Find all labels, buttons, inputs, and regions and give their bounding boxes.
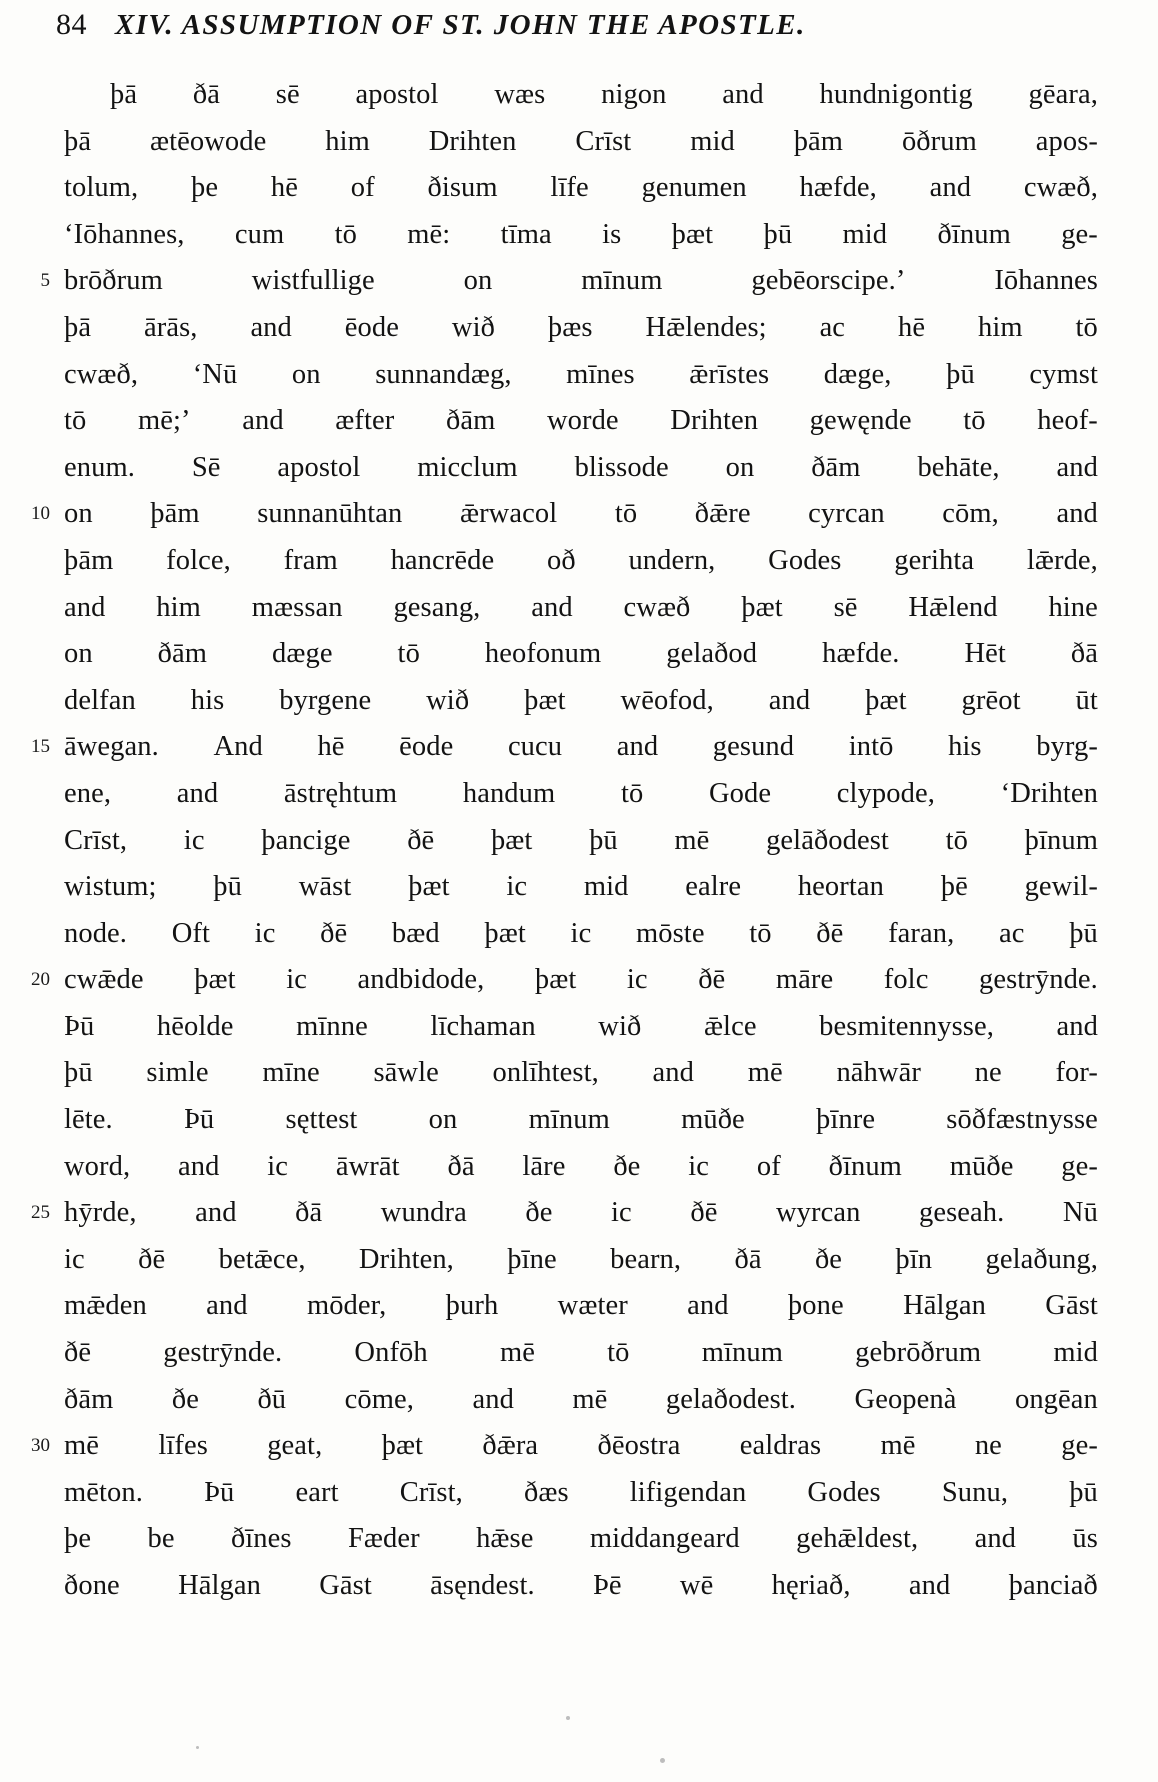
text-line bbox=[56, 631, 1106, 678]
line-text: ðone Hālgan Gāst āsęndest. Þē wē hęriað, and þanciað bbox=[64, 1570, 1098, 1601]
line-text: āwegan. And hē ēode cucu and gesund intō his byrg- bbox=[64, 731, 1098, 763]
line-number: 10 bbox=[31, 503, 50, 525]
line-text: cwǣde þæt ic andbidode, þæt ic ðē māre folc gestrȳnde. bbox=[64, 964, 1098, 996]
line-text: on þām sunnanūhtan ǣrwacol tō ðǣre cyrcan cōm, and bbox=[64, 498, 1098, 530]
line-number: 20 bbox=[31, 969, 50, 991]
text-line bbox=[56, 538, 1106, 585]
text-line bbox=[56, 771, 1106, 818]
line-text: Crīst, ic þancige ðē þæt þū mē gelāðodest tō þīnum bbox=[64, 824, 1098, 856]
paper-speck bbox=[196, 1746, 199, 1749]
text-line bbox=[31, 1190, 1106, 1237]
text-line bbox=[56, 1097, 1106, 1144]
line-text: ðē gestrȳnde. Onfōh mē tō mīnum gebrōðrum mid bbox=[64, 1337, 1098, 1369]
line-text: ‘Iōhannes, cum tō mē: tīma is þæt þū mid ðīnum ge- bbox=[64, 218, 1098, 250]
body-text bbox=[31, 72, 1106, 1610]
line-text: cwæð, ‘Nū on sunnandæg, mīnes ǣrīstes dæge, þū cymst bbox=[64, 358, 1098, 390]
text-line bbox=[56, 678, 1106, 725]
text-line bbox=[56, 1237, 1106, 1284]
text-line bbox=[56, 72, 1106, 119]
line-text: tolum, þe hē of ðisum līfe genumen hæfde, and cwæð, bbox=[64, 172, 1098, 204]
text-line bbox=[56, 445, 1106, 492]
line-text: node. Oft ic ðē bæd þæt ic mōste tō ðē faran, ac þū bbox=[64, 917, 1098, 949]
text-line bbox=[31, 491, 1106, 538]
page-header bbox=[56, 8, 1102, 54]
line-text: þū simle mīne sāwle onlīhtest, and mē nāhwār ne for- bbox=[64, 1057, 1098, 1089]
line-number: 25 bbox=[31, 1202, 50, 1224]
line-text: ic ðē betǣce, Drihten, þīne bearn, ðā ðe þīn gelaðung, bbox=[64, 1243, 1098, 1275]
text-line bbox=[40, 258, 1106, 305]
text-line bbox=[56, 1563, 1106, 1610]
text-line bbox=[56, 352, 1106, 399]
line-text: lēte. Þū sęttest on mīnum mūðe þīnre sōðfæstnysse bbox=[64, 1104, 1098, 1136]
line-text: brōðrum wistfullige on mīnum gebēorscipe.’ Iōhannes bbox=[64, 265, 1098, 297]
line-text: tō mē;’ and æfter ðām worde Drihten gewęnde tō heof- bbox=[64, 405, 1098, 437]
text-line bbox=[56, 212, 1106, 259]
line-text: wistum; þū wāst þæt ic mid ealre heortan þē gewil- bbox=[64, 871, 1098, 903]
line-text: mǣden and mōder, þurh wæter and þone Hālgan Gāst bbox=[64, 1290, 1098, 1322]
line-text: ðām ðe ðū cōme, and mē gelaðodest. Geopenà ongēan bbox=[64, 1383, 1098, 1415]
text-line bbox=[56, 818, 1106, 865]
text-line bbox=[56, 911, 1106, 958]
text-line bbox=[56, 305, 1106, 352]
line-text: mē līfes geat, þæt ðǣra ðēostra ealdras mē ne ge- bbox=[64, 1430, 1098, 1462]
text-line bbox=[56, 1330, 1106, 1377]
text-line bbox=[56, 1516, 1106, 1563]
text-line bbox=[31, 1423, 1106, 1470]
text-line bbox=[56, 1283, 1106, 1330]
line-text: and him mæssan gesang, and cwæð þæt sē Hǣlend hine bbox=[64, 591, 1098, 623]
text-line bbox=[56, 1050, 1106, 1097]
line-text: þām folce, fram hancrēde oð undern, Godes gerihta lǣrde, bbox=[64, 544, 1098, 576]
text-line bbox=[56, 1377, 1106, 1424]
line-text: enum. Sē apostol micclum blissode on ðām behāte, and bbox=[64, 451, 1098, 483]
line-text: mēton. Þū eart Crīst, ðæs lifigendan Godes Sunu, þū bbox=[64, 1476, 1098, 1508]
line-text: hȳrde, and ðā wundra ðe ic ðē wyrcan geseah. Nū bbox=[64, 1197, 1098, 1229]
text-line bbox=[56, 119, 1106, 166]
text-line bbox=[56, 864, 1106, 911]
text-line bbox=[56, 585, 1106, 632]
paper-speck bbox=[566, 1716, 570, 1720]
page-number: 84 bbox=[56, 8, 87, 41]
line-number: 15 bbox=[31, 736, 50, 758]
line-text: þā ðā sē apostol wæs nigon and hundnigontig gēara, bbox=[110, 79, 1098, 110]
text-line bbox=[56, 1470, 1106, 1517]
text-line bbox=[31, 724, 1106, 771]
line-number: 5 bbox=[40, 270, 50, 292]
line-text: þe be ðīnes Fæder hǣse middangeard gehǣldest, and ūs bbox=[64, 1523, 1098, 1555]
text-line bbox=[56, 1144, 1106, 1191]
text-line bbox=[56, 165, 1106, 212]
text-line bbox=[56, 1004, 1106, 1051]
line-text: word, and ic āwrāt ðā lāre ðe ic of ðīnum mūðe ge- bbox=[64, 1150, 1098, 1182]
line-text: Þū hēolde mīnne līchaman wið ǣlce besmitennysse, and bbox=[64, 1010, 1098, 1042]
line-text: on ðām dæge tō heofonum gelaðod hæfde. Hēt ðā bbox=[64, 638, 1098, 670]
text-line bbox=[56, 398, 1106, 445]
running-title: XIV. ASSUMPTION OF ST. JOHN THE APOSTLE. bbox=[115, 9, 806, 41]
text-line bbox=[31, 957, 1106, 1004]
line-number: 30 bbox=[31, 1435, 50, 1457]
line-text: þā ætēowode him Drihten Crīst mid þām ōðrum apos- bbox=[64, 125, 1098, 157]
line-text: þā ārās, and ēode wið þæs Hǣlendes; ac hē him tō bbox=[64, 311, 1098, 343]
line-text: ene, and āstręhtum handum tō Gode clypode, ‘Drihten bbox=[64, 777, 1098, 809]
paper-speck bbox=[660, 1758, 665, 1763]
line-text: delfan his byrgene wið þæt wēofod, and þæt grēot ūt bbox=[64, 684, 1098, 716]
